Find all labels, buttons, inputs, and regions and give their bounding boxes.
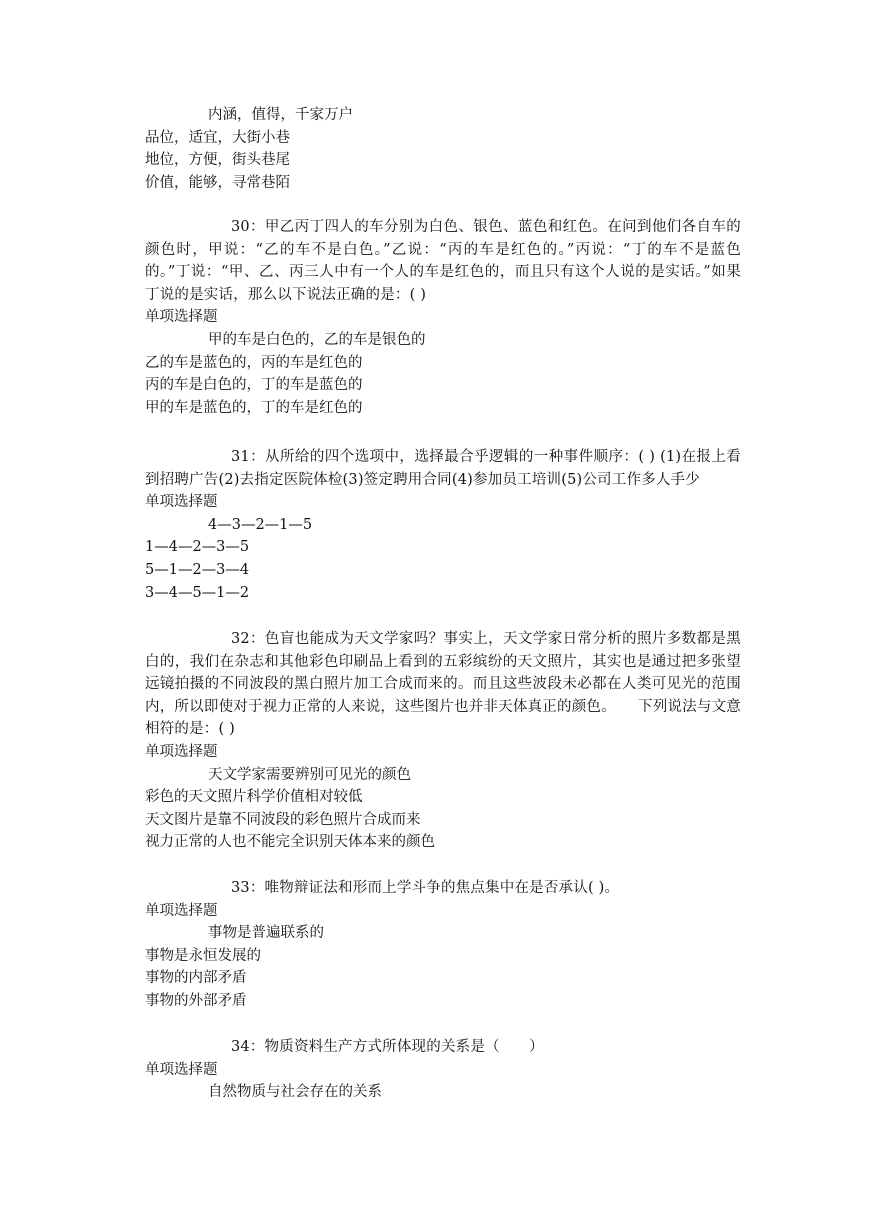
top-options xyxy=(145,104,741,194)
option-line: 价值，能够，寻常巷陌 xyxy=(145,174,290,191)
question-31 xyxy=(145,446,741,604)
question-text: 30：甲乙丙丁四人的车分别为白色、银色、蓝色和红色。在问到他们各自车的颜色时，甲说：“乙的车不是白色。”乙说：“丙的车是红色的。”丙说：“丁的车不是蓝色的。”丁说：“甲、乙、丙三人中有一个人的车是红色的，而且只有这个人说的是实话。”如果丁说的是实话，那么以下说法正确的是：( ) xyxy=(145,219,741,303)
option-line: 事物的外部矛盾 xyxy=(145,992,247,1009)
option-line: 事物是永恒发展的 xyxy=(145,947,261,964)
option-line: 4—3—2—1—5 xyxy=(208,516,313,533)
question-34 xyxy=(145,1036,741,1104)
question-type: 单项选择题 xyxy=(145,743,218,760)
question-type: 单项选择题 xyxy=(145,902,218,919)
question-type: 单项选择题 xyxy=(145,1061,218,1078)
question-text: 31：从所给的四个选项中，选择最合乎逻辑的一种事件顺序：( ) (1)在报上看到招聘广告(2)去指定医院体检(3)签定聘用合同(4)参加员工培训(5)公司工作多人手少 xyxy=(145,449,741,488)
question-33 xyxy=(145,877,741,1013)
option-line: 内涵，值得，千家万户 xyxy=(208,107,353,123)
option-line: 品位，适宜，大街小巷 xyxy=(145,129,290,146)
question-type: 单项选择题 xyxy=(145,494,218,511)
question-text: 32：色盲也能成为天文学家吗？事实上，天文学家日常分析的照片多数都是黑白的，我们在杂志和其他彩色印刷品上看到的五彩缤纷的天文照片，其实也是通过把多张望远镜拍摄的不同波段的黑白照片加工合成而来的。而且这些波段未必都在人类可见光的范围内，所以即使对于视力正常的人来说，这些图片也并非天体真正的颜色。 下列说法与文意相符的是：( ) xyxy=(145,631,741,738)
option-line: 事物是普遍联系的 xyxy=(208,925,324,942)
question-32 xyxy=(145,628,741,854)
option-line: 彩色的天文照片科学价值相对较低 xyxy=(145,789,363,806)
option-line: 乙的车是蓝色的，丙的车是红色的 xyxy=(145,354,363,371)
option-line: 甲的车是白色的，乙的车是银色的 xyxy=(208,331,426,348)
question-type: 单项选择题 xyxy=(145,309,218,326)
option-line: 丙的车是白色的，丁的车是蓝色的 xyxy=(145,377,363,394)
option-line: 视力正常的人也不能完全识别天体本来的颜色 xyxy=(145,834,435,851)
option-line: 天文图片是靠不同波段的彩色照片合成而来 xyxy=(145,811,421,828)
option-line: 甲的车是蓝色的，丁的车是红色的 xyxy=(145,399,363,416)
question-text: 33：唯物辩证法和形而上学斗争的焦点集中在是否承认( )。 xyxy=(231,880,620,896)
option-line: 地位，方便，街头巷尾 xyxy=(145,152,290,169)
option-line: 自然物质与社会存在的关系 xyxy=(208,1084,382,1101)
option-line: 3—4—5—1—2 xyxy=(145,584,250,601)
question-text: 34：物质资料生产方式所体现的关系是（ ） xyxy=(231,1039,544,1055)
option-line: 5—1—2—3—4 xyxy=(145,561,250,578)
question-30 xyxy=(145,216,741,419)
option-line: 1—4—2—3—5 xyxy=(145,539,250,556)
option-line: 天文学家需要辨别可见光的颜色 xyxy=(208,766,411,783)
option-line: 事物的内部矛盾 xyxy=(145,970,247,987)
